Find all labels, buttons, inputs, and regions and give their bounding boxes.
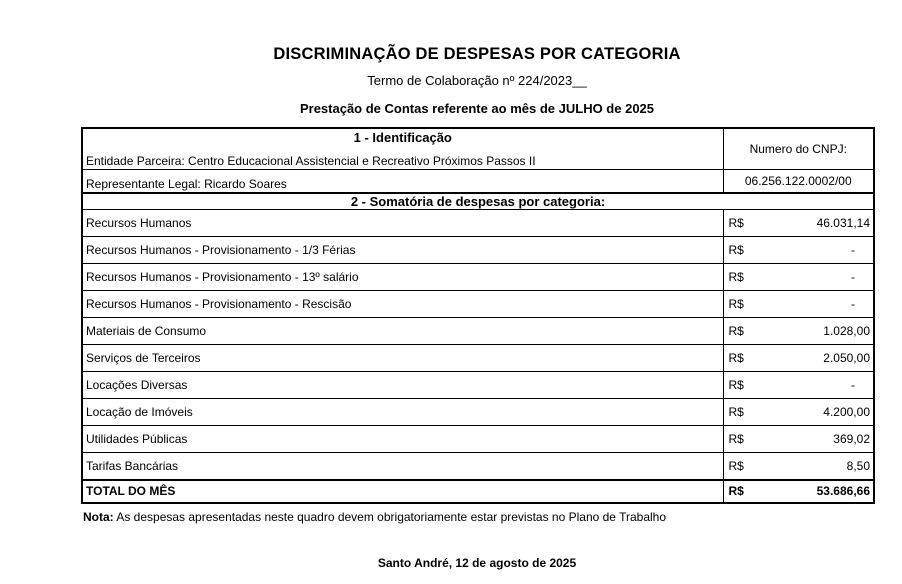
currency-symbol: R$ <box>723 237 763 264</box>
expense-value: - <box>763 291 874 318</box>
table-row <box>82 318 874 345</box>
currency-symbol: R$ <box>723 345 763 372</box>
representative-row <box>82 169 874 193</box>
table-row <box>82 345 874 372</box>
expense-value: 1.028,00 <box>763 318 874 345</box>
table-row <box>82 426 874 453</box>
table-row <box>82 372 874 399</box>
table-row <box>82 237 874 264</box>
footnote-label: Nota: <box>83 510 114 524</box>
report-period: Prestação de Contas referente ao mês de JULHO de 2025 <box>299 101 655 116</box>
total-row <box>82 480 874 503</box>
cnpj-label: Numero do CNPJ: <box>723 128 874 169</box>
expense-value: - <box>763 264 874 291</box>
table-row <box>82 210 874 237</box>
table-row <box>82 264 874 291</box>
table-row <box>82 399 874 426</box>
currency-symbol: R$ <box>723 426 763 453</box>
expense-category: Materiais de Consumo <box>82 318 723 345</box>
currency-symbol: R$ <box>723 399 763 426</box>
total-value: 53.686,66 <box>763 480 874 503</box>
footnote-text: As despesas apresentadas neste quadro devem obrigatoriamente estar previstas no Plano de Trabalho <box>113 510 667 524</box>
expenses-header-row <box>82 193 874 210</box>
currency-symbol: R$ <box>723 318 763 345</box>
expense-category: Recursos Humanos - Provisionamento - Rescisão <box>82 291 723 318</box>
expense-category: Locação de Imóveis <box>82 399 723 426</box>
expense-category: Recursos Humanos - Provisionamento - 13º salário <box>82 264 723 291</box>
table-row <box>82 291 874 318</box>
expense-value: 4.200,00 <box>763 399 874 426</box>
expense-value: - <box>763 372 874 399</box>
total-currency-symbol: R$ <box>723 480 763 503</box>
total-label: TOTAL DO MÊS <box>82 480 723 503</box>
term-number: Termo de Colaboração nº 224/2023__ <box>367 73 587 88</box>
currency-symbol: R$ <box>723 372 763 399</box>
expense-category: Serviços de Terceiros <box>82 345 723 372</box>
footnote <box>83 510 666 524</box>
expense-value: 2.050,00 <box>763 345 874 372</box>
currency-symbol: R$ <box>723 210 763 237</box>
expense-category: Tarifas Bancárias <box>82 453 723 480</box>
legal-representative: Representante Legal: Ricardo Soares <box>82 169 723 193</box>
currency-symbol: R$ <box>723 291 763 318</box>
identification-header-row <box>82 128 874 145</box>
expense-category: Recursos Humanos - Provisionamento - 1/3 Férias <box>82 237 723 264</box>
expense-category: Utilidades Públicas <box>82 426 723 453</box>
expenses-section-title: 2 - Somatória de despesas por categoria: <box>82 193 874 210</box>
expense-category: Recursos Humanos <box>82 210 723 237</box>
expense-value: 8,50 <box>763 453 874 480</box>
document-title: DISCRIMINAÇÃO DE DESPESAS POR CATEGORIA <box>273 45 681 63</box>
table-row <box>82 453 874 480</box>
expense-value: - <box>763 237 874 264</box>
identification-section-title: 1 - Identificação <box>82 128 723 145</box>
expenses-table <box>81 127 875 504</box>
place-and-date: Santo André, 12 de agosto de 2025 <box>377 556 577 570</box>
entity-name: Entidade Parceira: Centro Educacional Assistencial e Recreativo Próximos Passos II <box>82 145 723 169</box>
currency-symbol: R$ <box>723 264 763 291</box>
currency-symbol: R$ <box>723 453 763 480</box>
cnpj-value: 06.256.122.0002/00 <box>723 169 874 193</box>
expense-category: Locações Diversas <box>82 372 723 399</box>
expense-value: 369,02 <box>763 426 874 453</box>
expense-value: 46.031,14 <box>763 210 874 237</box>
